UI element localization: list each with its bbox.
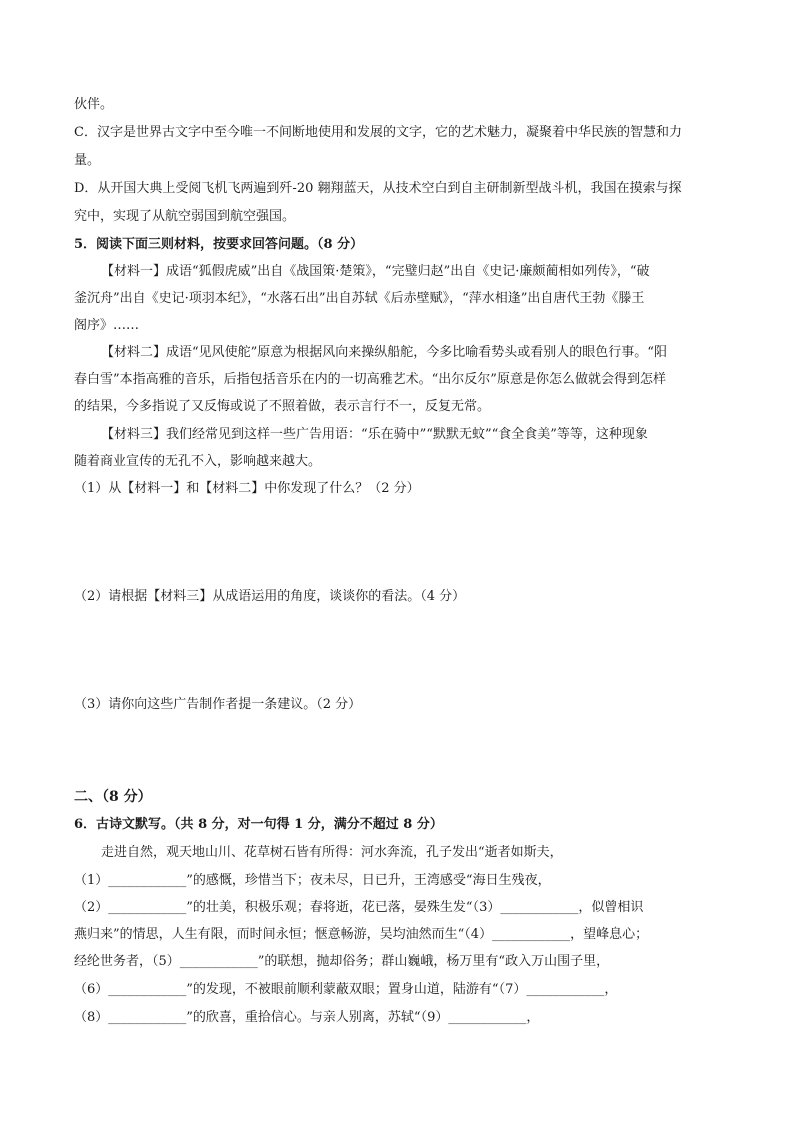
material-2: 【材料二】成语“见风使舵”原意为根据风向来操纵船舵，今多比喻看势头或看别人的眼色行事。“阳 [101, 345, 667, 360]
sub-question-1: （1）从【材料一】和【材料二】中你发现了什么？（2 分） [74, 481, 420, 496]
poem-passage-line-7: （8）____________”的欣喜，重拾信心。与亲人别离，苏轼“（9）____________， [74, 1010, 540, 1025]
poem-passage-line-2: （1）____________”的感慨，珍惜当下；夜未尽，日已升，王湾感受“海日生残夜， [74, 873, 551, 888]
question-6-heading: 6．古诗文默写。（共 8 分，对一句得 1 分，满分不超过 8 分） [74, 817, 443, 832]
material-3-line-2: 随着商业宣传的无孔不入，影响越来越大。 [74, 454, 322, 469]
option-d-continued: 究中，实现了从航空弱国到航空强国。 [74, 209, 296, 224]
option-b-continued: 伙伴。 [74, 97, 114, 112]
material-1-line-3: 阁序》…… [74, 318, 140, 333]
poem-passage-line-1: 走进自然，观天地山川、花草树石皆有所得：河水奔流，孔子发出“逝者如斯夫， [101, 845, 563, 860]
poem-passage-line-6: （6）____________”的发现，不被眼前顺利蒙蔽双眼；置身山道，陆游有“（7）____________， [74, 982, 618, 997]
material-2-line-3: 的结果，今多指说了又反悔或说了不照着做，表示言行不一，反复无常。 [74, 399, 491, 414]
poem-passage-line-4: 燕归来”的情思，人生有限，而时间永恒；惬意畅游，吴均油然而生“（4）____________，望峰息心； [74, 927, 649, 942]
poem-passage-line-5: 经纶世务者，（5）____________”的联想，抛却俗务；群山巍峨，杨万里有“政入万山围子里， [74, 954, 610, 969]
material-1: 【材料一】成语“狐假虎威”出自《战国策·楚策》，“完璧归赵”出自《史记·廉颇蔺相如列传》，“破 [101, 264, 650, 279]
sub-question-2: （2）请根据【材料三】从成语运用的角度，谈谈你的看法。（4 分） [74, 589, 466, 604]
option-d: D．从开国大典上受阅飞机飞两遍到歼-20 翱翔蓝天，从技术空白到自主研制新型战斗机，我国在摸索与探 [74, 181, 682, 196]
material-2-line-2: 春白雪”本指高雅的音乐，后指包括音乐在内的一切高雅艺术。“出尔反尔”原意是你怎么做就会得到怎样 [74, 372, 666, 387]
option-c: C．汉字是世界古文字中至今唯一不间断地使用和发展的文字，它的艺术魅力，凝聚着中华民族的智慧和力 [74, 125, 682, 140]
section-2-heading: 二、（8 分） [74, 789, 152, 805]
question-5-heading: 5．阅读下面三则材料，按要求回答问题。（8 分） [74, 237, 364, 252]
sub-question-3: （3）请你向这些广告制作者提一条建议。（2 分） [74, 697, 362, 712]
material-3: 【材料三】我们经常见到这样一些广告用语：“乐在骑中”“默默无蚊”“食全食美”等等，这种现象 [101, 427, 648, 442]
option-c-continued: 量。 [74, 153, 101, 168]
material-1-line-2: 釜沉舟”出自《史记·项羽本纪》，“水落石出”出自苏轼《后赤壁赋》，“萍水相逢”出自唐代王勃《滕王 [74, 291, 645, 306]
poem-passage-line-3: （2）____________”的壮美，积极乐观；春将逝，花已落，晏殊生发“（3）____________，似曾相识 [74, 900, 644, 915]
